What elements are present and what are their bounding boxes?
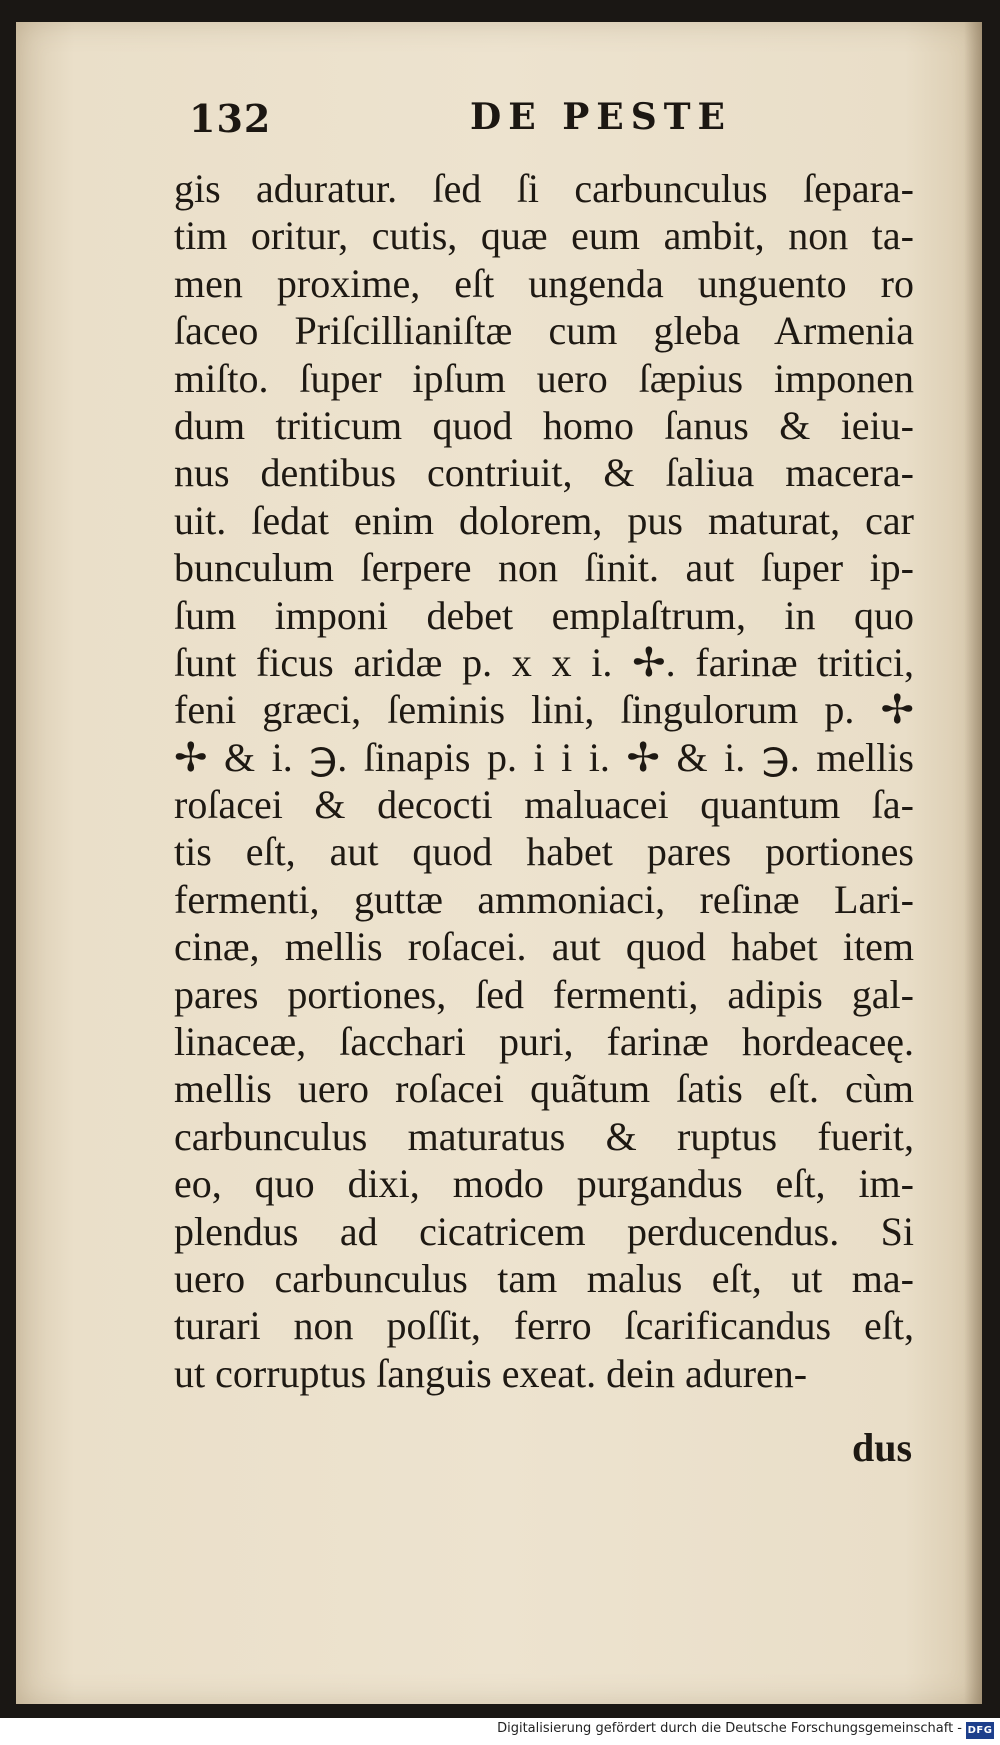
text-line: uit. ſedat enim dolorem, pus maturat, car <box>174 497 914 543</box>
page-number: 132 <box>189 96 272 141</box>
text-line: ſaceo Priſcillianiſtæ cum gleba Armenia <box>174 308 914 354</box>
catchword: dus <box>852 1425 913 1470</box>
text-line: uero carbunculus tam malus eſt, ut ma- <box>174 1255 914 1301</box>
page-edge-shadow <box>964 22 982 1704</box>
text-line: eo, quo dixi, modo purgandus eſt, im- <box>174 1161 914 1207</box>
text-block <box>174 165 914 1397</box>
text-line: roſacei & decocti maluacei quantum ſa- <box>174 782 914 828</box>
text-line: ſum imponi debet emplaſtrum, in quo <box>174 592 914 638</box>
funding-credit: Digitalisierung gefördert durch die Deutsche Forschungsgemeinschaft - <box>497 1721 962 1736</box>
text-line: cinæ, mellis roſacei. aut quod habet item <box>174 924 914 970</box>
text-line: plendus ad cicatricem perducendus. Si <box>174 1208 914 1254</box>
text-line: ut corruptus ſanguis exeat. dein aduren- <box>174 1350 808 1396</box>
text-line: tis eſt, aut quod habet pares portiones <box>174 829 914 875</box>
text-line: tim oritur, cutis, quæ eum ambit, non ta- <box>174 213 914 259</box>
text-line: men proxime, eſt ungenda unguento ro <box>174 260 914 306</box>
text-line: miſto. ſuper ipſum uero ſæpius imponen <box>174 355 914 401</box>
text-line: linaceæ, ſacchari puri, farinæ hordeaceę. <box>174 1019 914 1065</box>
text-line: dum triticum quod homo ſanus & ieiu- <box>174 402 914 448</box>
text-line: gis aduratur. ſed ſi carbunculus ſepara- <box>174 166 914 211</box>
digitization-footer <box>0 1718 1000 1745</box>
running-title: DE PESTE <box>470 96 732 138</box>
text-line: turari non poſſit, ferro ſcarificandus eſt, <box>174 1303 914 1349</box>
text-line: nus dentibus contriuit, & ſaliua macera- <box>174 450 914 496</box>
text-line: ſunt ficus aridæ p. x x i. ✢. farinæ tritici, <box>174 639 914 685</box>
text-line: fermenti, guttæ ammoniaci, reſinæ Lari- <box>174 876 914 922</box>
text-line: bunculum ſerpere non ſinit. aut ſuper ip- <box>174 545 914 591</box>
text-line: feni græci, ſeminis lini, ſingulorum p. ✢ <box>174 687 914 733</box>
text-line: pares portiones, ſed fermenti, adipis gal- <box>174 971 914 1017</box>
text-line: ✢ & i. ℈. ſinapis p. i i i. ✢ & i. ℈. mellis <box>174 734 914 780</box>
text-line: carbunculus maturatus & ruptus fuerit, <box>174 1113 914 1159</box>
dfg-logo: DFG <box>966 1722 994 1739</box>
text-line: mellis uero roſacei quãtum ſatis eſt. cùm <box>174 1066 914 1112</box>
